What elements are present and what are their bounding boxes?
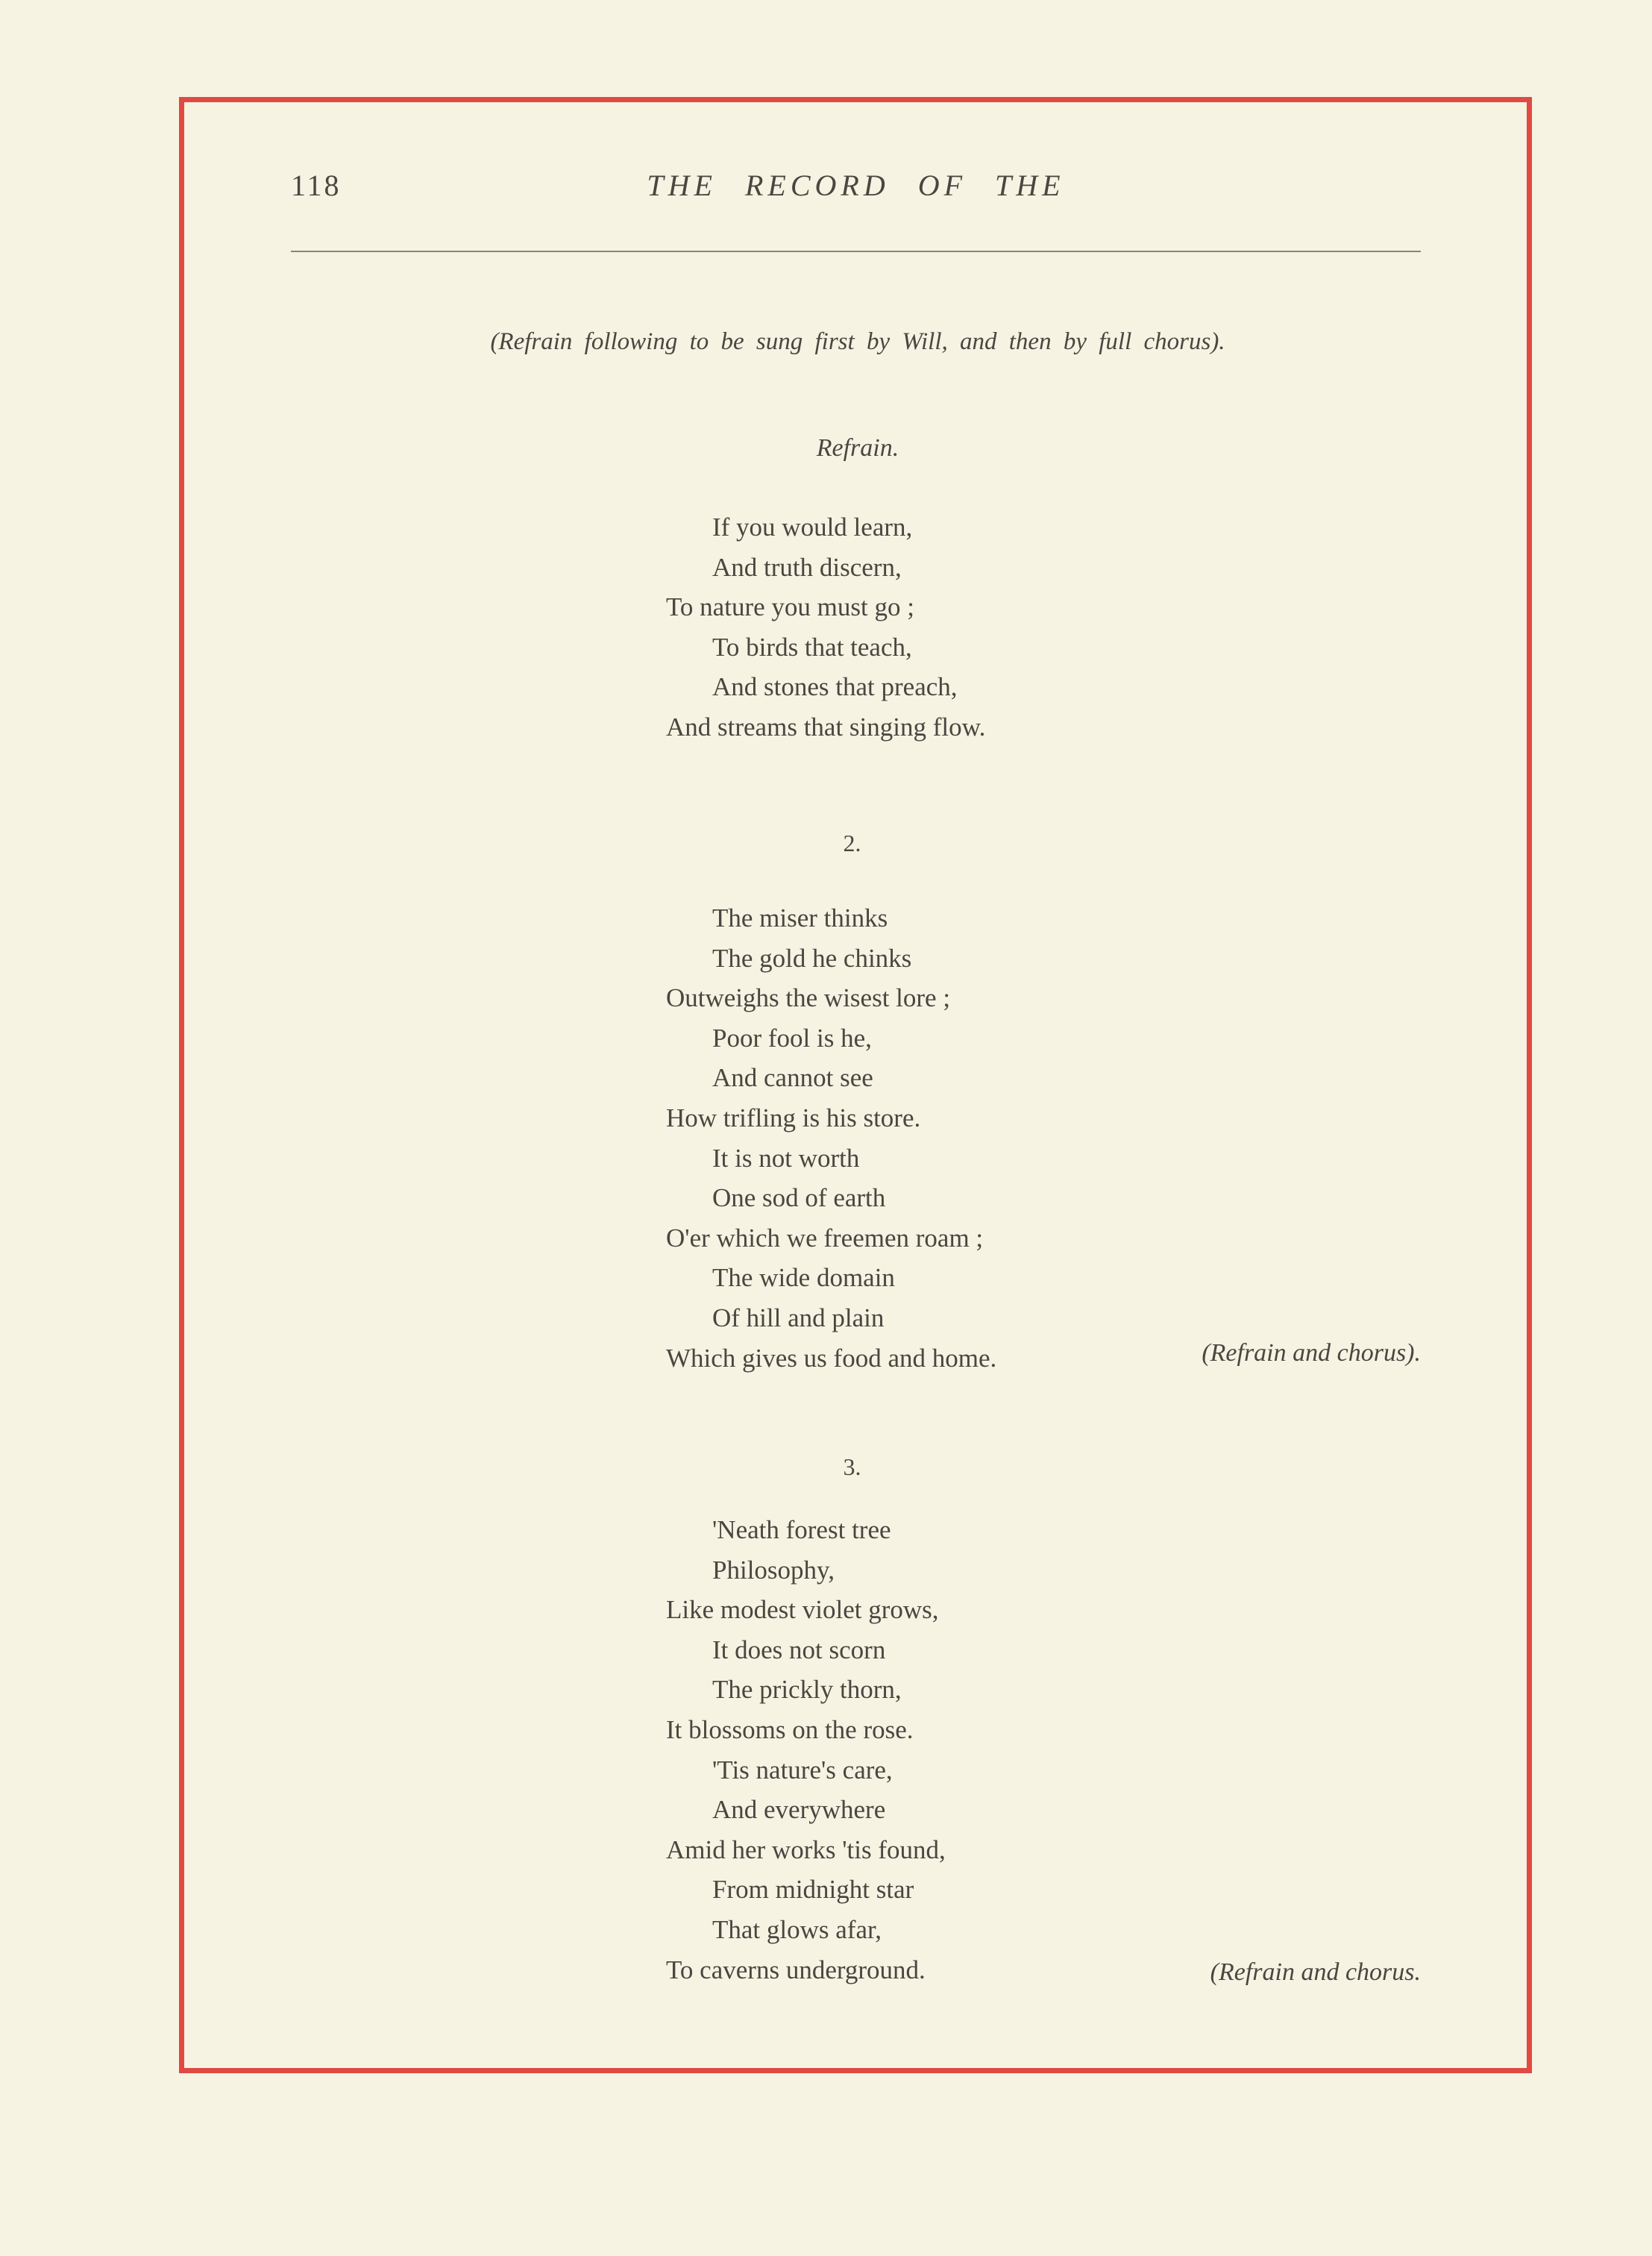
verse-line: The wide domain bbox=[712, 1263, 895, 1293]
stanza-3-verse bbox=[666, 1510, 946, 1990]
verse-line: How trifling is his store. bbox=[666, 1103, 921, 1132]
verse-line: The gold he chinks bbox=[712, 943, 912, 973]
stage-direction: (Refrain following to be sung first by Will, and then by full chorus). bbox=[490, 328, 1225, 355]
header-rule bbox=[291, 251, 1421, 252]
verse-line: And truth discern, bbox=[712, 552, 902, 582]
page-number: 118 bbox=[291, 169, 342, 202]
verse-line: O'er which we freemen roam ; bbox=[666, 1223, 984, 1253]
verse-line: That glows afar, bbox=[712, 1914, 882, 1944]
verse-line: It does not scorn bbox=[712, 1635, 886, 1664]
verse-line: Like modest violet grows, bbox=[666, 1595, 939, 1625]
verse-line: To caverns underground. bbox=[666, 1955, 926, 1984]
stanza-number: 3. bbox=[843, 1453, 861, 1480]
refrain-verse bbox=[666, 507, 985, 748]
refrain-heading: Refrain. bbox=[816, 434, 899, 462]
verse-line: And everywhere bbox=[712, 1795, 886, 1825]
verse-line: 'Neath forest tree bbox=[712, 1515, 891, 1544]
verse-line: Philosophy, bbox=[712, 1555, 835, 1585]
verse-line: And streams that singing flow. bbox=[666, 712, 986, 742]
verse-line: It blossoms on the rose. bbox=[666, 1714, 914, 1744]
refrain-cue: (Refrain and chorus). bbox=[1202, 1339, 1421, 1367]
verse-line: One sod of earth bbox=[712, 1183, 886, 1213]
verse-line: Poor fool is he, bbox=[712, 1023, 872, 1053]
verse-line: And stones that preach, bbox=[712, 672, 958, 702]
stanza-2-verse bbox=[666, 898, 996, 1378]
running-head: THE RECORD OF THE bbox=[647, 169, 1065, 202]
verse-line: To nature you must go ; bbox=[666, 592, 914, 622]
verse-line: If you would learn, bbox=[712, 513, 913, 542]
stanza-number: 2. bbox=[843, 830, 861, 856]
refrain-cue: (Refrain and chorus. bbox=[1210, 1958, 1421, 1986]
verse-line: From midnight star bbox=[712, 1875, 914, 1905]
verse-line: Amid her works 'tis found, bbox=[666, 1834, 946, 1864]
verse-line: Outweighs the wisest lore ; bbox=[666, 983, 951, 1013]
verse-line: To birds that teach, bbox=[712, 632, 912, 662]
verse-line: The prickly thorn, bbox=[712, 1675, 902, 1705]
verse-line: Of hill and plain bbox=[712, 1303, 885, 1332]
verse-line: It is not worth bbox=[712, 1143, 860, 1173]
verse-line: Which gives us food and home. bbox=[666, 1343, 997, 1373]
verse-line: The miser thinks bbox=[712, 903, 888, 933]
verse-line: And cannot see bbox=[712, 1063, 873, 1093]
verse-line: 'Tis nature's care, bbox=[712, 1755, 893, 1785]
page-header bbox=[291, 168, 1421, 213]
